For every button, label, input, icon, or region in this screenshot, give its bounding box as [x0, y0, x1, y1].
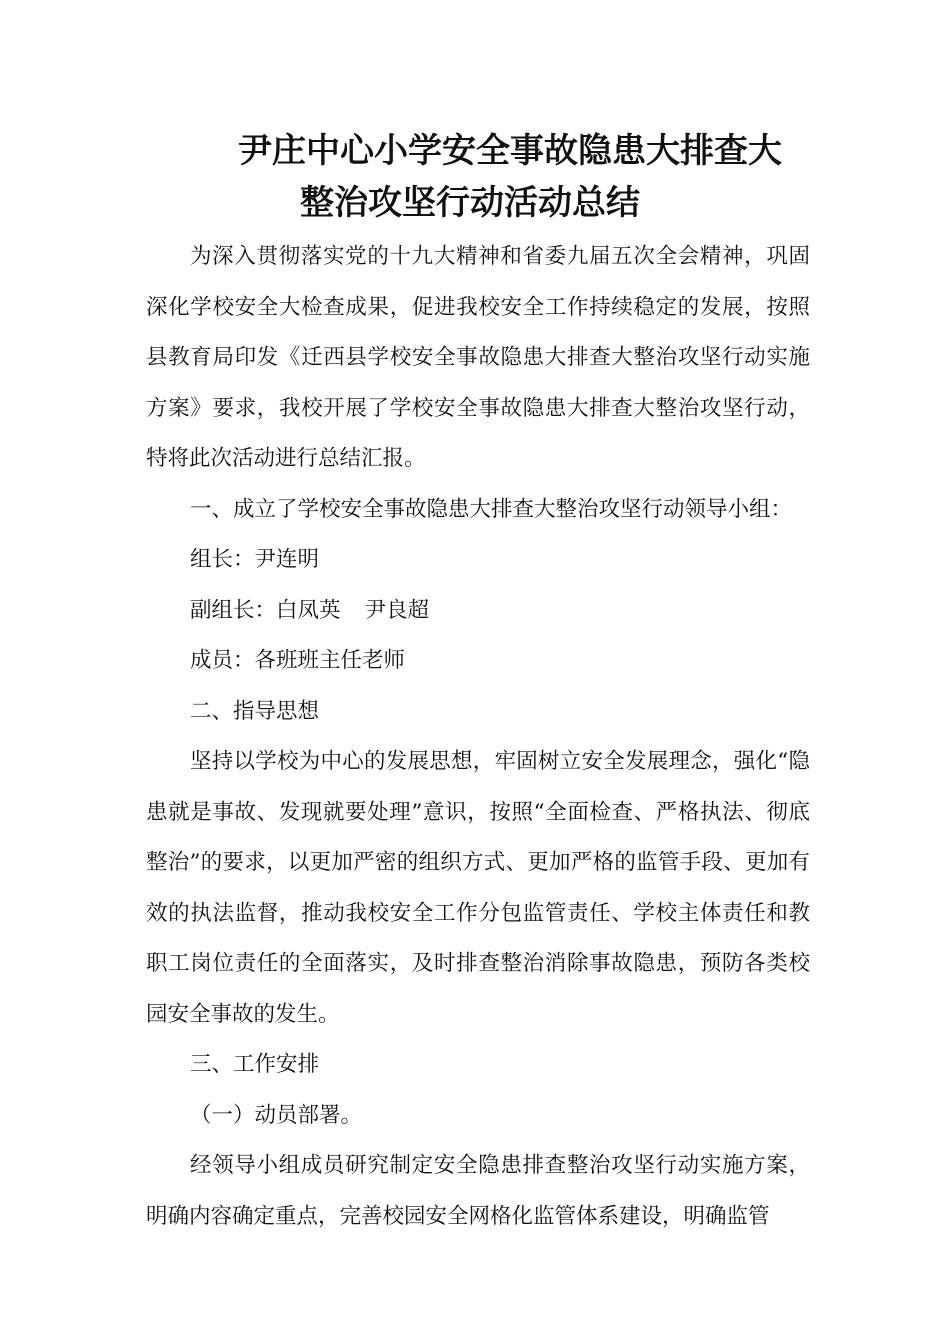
leader-line: 组长：尹连明: [190, 547, 320, 572]
vice-leader-line: [146, 586, 810, 637]
subsection-1-heading: （一）动员部署。: [190, 1102, 363, 1128]
vice-leader-2: 尹良超: [364, 597, 430, 623]
guiding-paragraph: 坚持以学校为中心的发展思想，牢固树立安全发展理念，强化“隐患就是事故、发现就要处理”意识，按照“全面检查、严格执法、彻底整治”的要求，以更加严密的组织方式、更加严格的监管手段、更加有效的执法监督，推动我校安全工作分包监管责任、学校主体责任和教职工岗位责任的全面落实，及时排查整治消除事故隐患，预防各类校园安全事故的发生。: [146, 749, 810, 1027]
document-body: [146, 232, 810, 1242]
vice-leader-1: 副组长：白凤英: [190, 597, 341, 623]
section-1-heading: 一、成立了学校安全事故隐患大排查大整治攻坚行动领导小组：: [190, 496, 793, 522]
members-line: 成员：各班班主任老师: [190, 648, 406, 673]
intro-paragraph: 为深入贯彻落实党的十九大精神和省委九届五次全会精神，巩固深化学校安全大检查成果，促进我校安全工作持续稳定的发展，按照县教育局印发《迁西县学校安全事故隐患大排查大整治攻坚行动实施方案》要求，我校开展了学校安全事故隐患大排查大整治攻坚行动，特将此次活动进行总结汇报。: [146, 244, 810, 471]
deploy-paragraph: 经领导小组成员研究制定安全隐患排查整治攻坚行动实施方案，明确内容确定重点，完善校园安全网格化监管体系建设，明确监管: [146, 1153, 810, 1229]
document-title-line-2: 整治攻坚行动活动总结: [300, 183, 640, 223]
section-2-heading: 二、指导思想: [190, 698, 320, 724]
section-3-heading: 三、工作安排: [190, 1052, 320, 1077]
document-title-line-1: 尹庄中心小学安全事故隐患大排查大: [238, 131, 782, 171]
